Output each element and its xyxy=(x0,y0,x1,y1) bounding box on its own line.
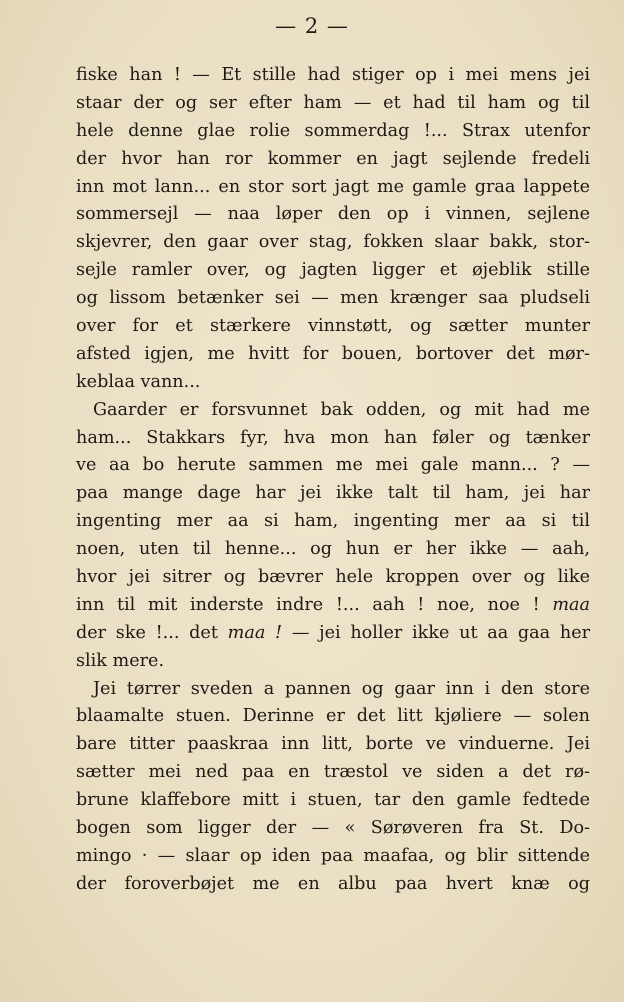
page-number: — 2 — xyxy=(275,14,349,38)
text-line: mingo · — slaar op iden paa maafaa, og blir sittende xyxy=(76,845,590,866)
body-text xyxy=(76,62,590,899)
text-segment: der ske !... det xyxy=(76,622,218,643)
text-segment: inn til mit inderste indre !... aah ! noe, noe ! xyxy=(76,594,540,615)
text-line: slik mere. xyxy=(76,650,165,671)
text-line: sommersejl — naa løper den op i vinnen, sejlene xyxy=(76,204,590,225)
text-line: bogen som ligger der — « Sørøveren fra St. Do- xyxy=(76,818,590,839)
text-line: skjevrer, den gaar over stag, fokken slaar bakk, stor- xyxy=(76,232,590,253)
text-line: over for et stærkere vinnstøtt, og sætter munter xyxy=(76,316,590,337)
text-line xyxy=(76,620,590,648)
text-line: ham... Stakkars fyr, hva mon han føler og tænker xyxy=(76,427,590,448)
text-line: brune klaffebore mitt i stuen, tar den gamle fedtede xyxy=(76,790,590,811)
text-line: noen, uten til henne... og hun er her ikke — aah, xyxy=(76,539,590,560)
text-line: inn mot lann... en stor sort jagt me gamle graa lappete xyxy=(76,176,590,197)
paragraph-start-line: Gaarder er forsvunnet bak odden, og mit had me xyxy=(93,399,590,420)
text-line xyxy=(76,592,590,620)
text-line: hvor jei sitrer og bævrer hele kroppen over og like xyxy=(76,567,590,588)
paragraph-start-line: Jei tørrer sveden a pannen og gaar inn i den store xyxy=(93,678,590,699)
italic-segment: maa xyxy=(552,594,591,615)
text-segment: — jei holler ikke ut aa gaa her xyxy=(291,622,591,643)
text-line: blaamalte stuen. Derinne er det litt kjøliere — solen xyxy=(76,706,590,727)
text-line: hele denne glae rolie sommerdag !... Strax utenfor xyxy=(76,120,590,141)
text-line: staar der og ser efter ham — et had til ham og til xyxy=(76,92,590,113)
text-line: afsted igjen, me hvitt for bouen, bortover det mør- xyxy=(76,343,590,364)
text-line: der foroverbøjet me en albu paa hvert knæ og xyxy=(76,873,590,894)
text-line: ve aa bo herute sammen me mei gale mann... ? — xyxy=(76,455,590,476)
text-line: bare titter paaskraa inn litt, borte ve vinduerne. Jei xyxy=(76,734,590,755)
text-line: keblaa vann... xyxy=(76,371,201,392)
text-line: og lissom betænker sei — men krænger saa pludseli xyxy=(76,288,590,309)
text-line: fiske han ! — Et stille had stiger op i mei mens jei xyxy=(76,65,590,85)
text-line: paa mange dage har jei ikke talt til ham, jei har xyxy=(76,483,590,504)
text-line: ingenting mer aa si ham, ingenting mer aa si til xyxy=(76,511,590,532)
text-line: sætter mei ned paa en træstol ve siden a det rø- xyxy=(76,762,590,783)
text-line: sejle ramler over, og jagten ligger et øjeblik stille xyxy=(76,260,590,281)
text-line: der hvor han ror kommer en jagt sejlende fredeli xyxy=(76,148,590,169)
italic-segment: maa ! xyxy=(227,622,283,643)
